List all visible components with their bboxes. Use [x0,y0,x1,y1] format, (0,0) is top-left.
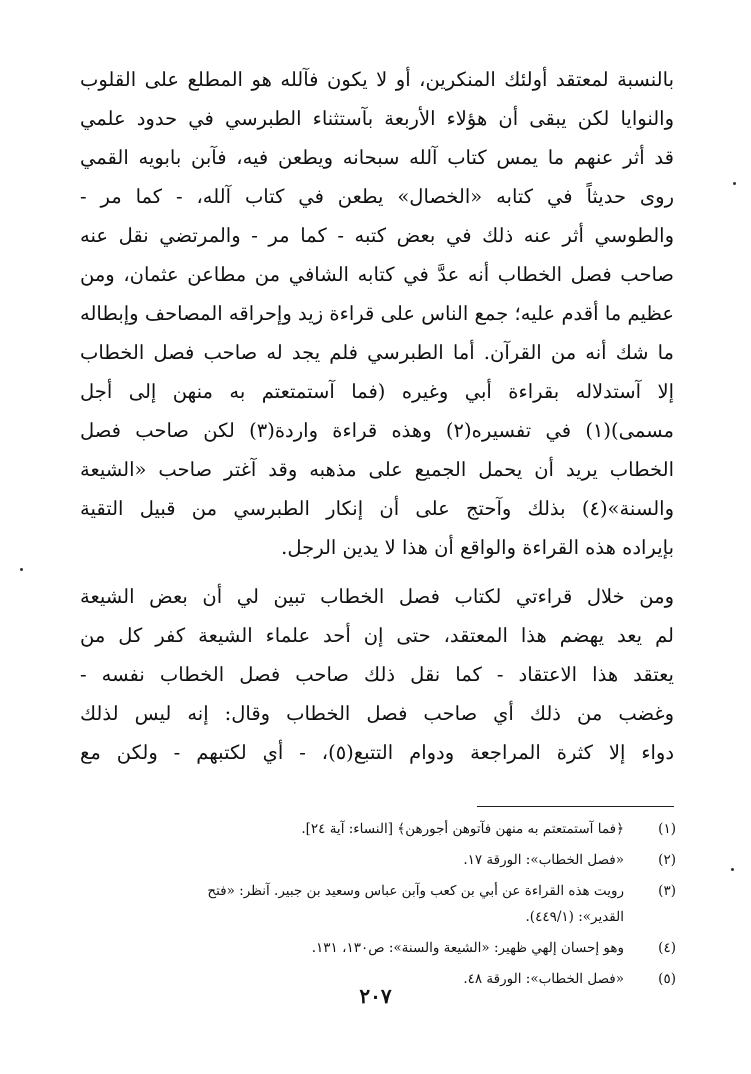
text-line: لم يعد يهضم هذا المعتقد، حتى إن أحد علماء الشيعة كفر كل من [80,624,674,647]
footnotes [80,816,676,997]
paragraph-gap [80,567,674,577]
text-line: صاحب فصل الخطاب أنه عدَّ في كتابه الشافي من مطاعن عثمان، ومن [80,263,674,286]
text-line: ومن خلال قراءتي لكتاب فصل الخطاب تبين لي أن بعض الشيعة [80,585,674,608]
footnote-text [80,935,624,961]
text-line: دواء إلا كثرة المراجعة ودوام التتبع(٥)، - أي لكتبهم - ولكن مع [80,741,674,764]
footnote [80,878,676,930]
text-line: والنوايا لكن يبقى أن هؤلاء الأربعة بآستثناء الطبرسي في حدود علمي [80,107,674,130]
footnote-line: وهو إحسان إلهي ظهير: «الشيعة والسنة»: ص١٣٠، ١٣١. [311,940,624,956]
text-line: يعتقد هذا الاعتقاد - كما نقل ذلك صاحب فصل الخطاب نفسه - [80,663,674,686]
text-line: بإيراده هذه القراءة والواقع أن هذا لا يدين الرجل. [281,536,674,559]
footnote-line: رويت هذه القراءة عن أبي بن كعب وآبن عباس وسعيد بن جبير. آنظر: «فتح [207,883,624,899]
page-number: ٢٠٧ [359,984,392,1008]
text-line: روى حديثاً في كتابه «الخصال» يطعن في كتاب آلله، - كما مر - [80,185,674,208]
footnote-number: (٥) [658,971,676,987]
footnote-line: «فصل الخطاب»: الورقة ٤٨. [463,971,624,987]
footnote-line: ﴿فما آستمتعتم به منهن فآتوهن أجورهن﴾ [النساء: آية ٢٤]. [301,821,624,837]
text-line: والسنة»(٤) بذلك وآحتج على أن إنكار الطبرسي من قبيل التقية [80,497,674,520]
footnote-number: (١) [658,821,676,837]
main-text [80,60,674,772]
footnote-text [80,816,624,842]
footnote-number: (٤) [658,940,676,956]
footnote-text [80,878,624,930]
footnote-text [80,847,624,873]
text-line: عظيم ما أقدم عليه؛ جمع الناس على قراءة زيد وإحراقه المصاحف وإبطاله [80,302,674,325]
footnote-line: «فصل الخطاب»: الورقة ١٧. [463,852,624,868]
text-line: والطوسي أثر عنه ذلك في بعض كتبه - كما مر - والمرتضي نقل عنه [80,224,674,247]
text-line: وغضب من ذلك أي صاحب فصل الخطاب وقال: إنه ليس لذلك [80,702,674,725]
text-line: مسمى)(١) في تفسيره(٢) وهذه قراءة واردة(٣) لكن صاحب فصل [80,419,674,442]
text-line: ما شك أنه من القرآن. أما الطبرسي فلم يجد له صاحب فصل الخطاب [80,341,674,364]
scan-speck [733,182,736,185]
text-line: قد أثر عنهم ما يمس كتاب آلله سبحانه ويطعن فيه، فآبن بابويه القمي [80,146,674,169]
scan-speck [20,568,23,571]
footnote-number: (٢) [658,852,676,868]
footnote-line: القدير»: (٤٤٩/١). [525,909,624,925]
footnote-number: (٣) [658,883,676,899]
footnote-separator [477,806,674,807]
footnote [80,847,676,873]
text-line: إلا آستدلاله بقراءة أبي وغيره (فما آستمتعتم به منهن إلى أجل [80,380,674,403]
footnote [80,935,676,961]
text-line: بالنسبة لمعتقد أولئك المنكرين، أو لا يكون فآلله هو المطلع على القلوب [80,68,674,91]
scan-speck [731,868,734,871]
footnote [80,816,676,842]
text-line: الخطاب يريد أن يحمل الجميع على مذهبه وقد آغتر صاحب «الشيعة [80,458,674,481]
